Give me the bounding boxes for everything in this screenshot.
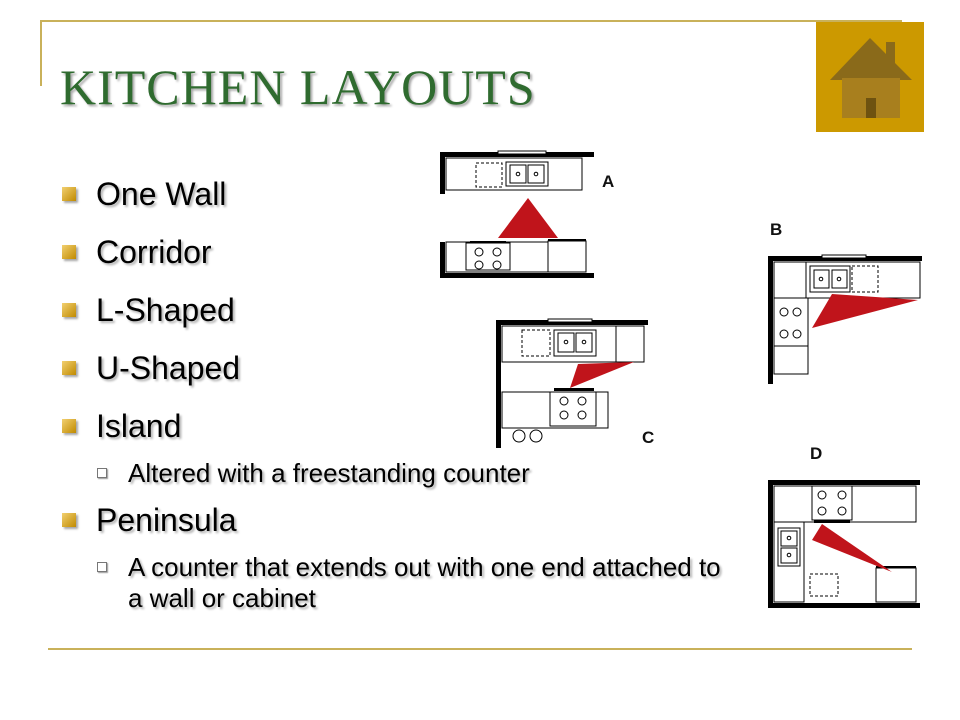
bullet-square-icon <box>62 513 76 527</box>
bullet-square-icon <box>62 245 76 259</box>
sub-bullet-item <box>60 552 728 622</box>
bullet-label: U-Shaped <box>96 350 241 386</box>
bullet-square-icon <box>62 361 76 375</box>
kitchen-diagram-d <box>764 478 924 610</box>
bullet-label: One Wall <box>96 176 227 212</box>
hollow-square-icon <box>97 468 107 478</box>
frame-left-rule <box>40 20 42 86</box>
sub-bullet-item <box>60 458 760 502</box>
frame-top-rule <box>42 20 902 22</box>
hollow-square-icon <box>97 562 107 572</box>
kitchen-diagram-a <box>436 150 596 280</box>
footer-rule <box>48 648 912 650</box>
diagram-label: A <box>602 172 615 191</box>
house-icon <box>816 22 924 132</box>
bullet-label: L-Shaped <box>96 292 235 328</box>
slide-title: KITCHEN LAYOUTS <box>60 59 536 115</box>
kitchen-diagram-c <box>494 318 654 448</box>
bullet-label: Corridor <box>96 234 212 270</box>
diagram-label: D <box>810 444 823 463</box>
bullet-label: Island <box>96 408 182 444</box>
bullet-item <box>60 350 760 408</box>
bullet-item <box>60 292 760 350</box>
bullet-item <box>60 176 760 234</box>
sub-bullet-label: A counter that extends out with one end attached to a wall or cabinet <box>128 552 721 613</box>
bullet-item <box>60 234 760 292</box>
sub-bullet-label: Altered with a freestanding counter <box>128 458 530 488</box>
home-button[interactable] <box>816 22 924 132</box>
bullet-square-icon <box>62 303 76 317</box>
bullet-list <box>60 176 760 622</box>
bullet-item <box>60 408 760 458</box>
diagram-label: C <box>642 428 655 447</box>
bullet-square-icon <box>62 187 76 201</box>
bullet-item <box>60 502 760 552</box>
diagram-label: B <box>770 220 783 239</box>
bullet-label: Peninsula <box>96 502 237 538</box>
kitchen-diagram-b <box>764 254 924 384</box>
bullet-square-icon <box>62 419 76 433</box>
